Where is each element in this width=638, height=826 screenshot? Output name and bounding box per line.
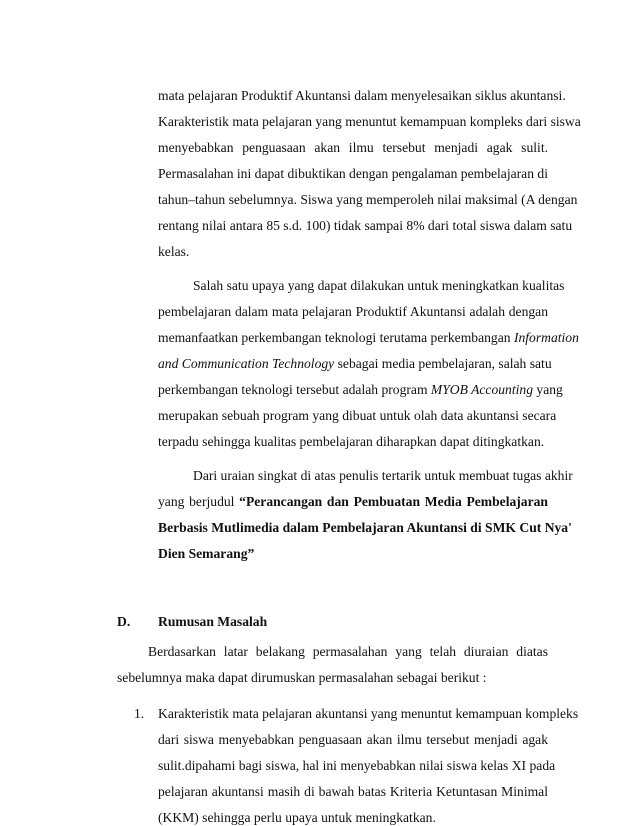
thesis-title: Dien Semarang” (158, 546, 255, 561)
italic-term: and Communication Technology (158, 356, 335, 371)
italic-term: Information (513, 330, 579, 345)
list-number: 1. (134, 706, 145, 721)
body-text-line: pembelajaran dalam mata pelajaran Produktif Akuntansi adalah dengan (158, 304, 548, 319)
body-text-line: Salah satu upaya yang dapat dilakukan untuk meningkatkan kualitas (193, 278, 565, 293)
list-item-line: pelajaran akuntansi masih di bawah batas Kriteria Ketuntasan Minimal (158, 784, 548, 799)
list-item-line: dari siswa menyebabkan penguasaan akan ilmu tersebut menjadi agak (158, 732, 548, 747)
list-item-line: Karakteristik mata pelajaran akuntansi yang menuntut kemampuan kompleks (158, 706, 579, 721)
body-text-line: Berdasarkan latar belakang permasalahan yang telah diuraian diatas (148, 644, 548, 659)
body-text-line: mata pelajaran Produktif Akuntansi dalam menyelesaikan siklus akuntansi. (158, 88, 566, 103)
thesis-title: “Perancangan dan Pembuatan Media Pembelajaran (239, 494, 548, 509)
section-letter: D. (117, 614, 131, 629)
text-segment: sebagai media pembelajaran, salah satu (337, 356, 552, 371)
section-heading: Rumusan Masalah (158, 614, 268, 629)
text-segment: memanfaatkan perkembangan teknologi terutama perkembangan (158, 330, 511, 345)
body-text-line: Permasalahan ini dapat dibuktikan dengan pengalaman pembelajaran di (158, 166, 548, 181)
body-text-line: terpadu sehingga kualitas pembelajaran diharapkan dapat ditingkatkan. (158, 434, 545, 449)
list-item-line: sulit.dipahami bagi siswa, hal ini menyebabkan nilai siswa kelas XI pada (158, 758, 556, 773)
italic-term: MYOB Accounting (430, 382, 533, 397)
body-text-line: Dari uraian singkat di atas penulis tertarik untuk membuat tugas akhir (193, 468, 573, 483)
body-text-line: rentang nilai antara 85 s.d. 100) tidak sampai 8% dari total siswa dalam satu (158, 218, 573, 233)
text-segment: yang berjudul (158, 494, 235, 509)
body-text-line: tahun–tahun sebelumnya. Siswa yang memperoleh nilai maksimal (A dengan (158, 192, 578, 207)
body-text-line (158, 382, 563, 398)
body-text-line: Karakteristik mata pelajaran yang menuntut kemampuan kompleks dari siswa (158, 114, 581, 129)
text-segment: perkembangan teknologi tersebut adalah program (158, 382, 428, 397)
thesis-title: Berbasis Mutlimedia dalam Pembelajaran Akuntansi di SMK Cut Nya' (158, 520, 572, 535)
body-text-line: menyebabkan penguasaan akan ilmu tersebut menjadi agak sulit. (158, 140, 548, 155)
body-text-line: kelas. (158, 244, 190, 259)
body-text-line (158, 356, 552, 372)
text-segment: yang (536, 382, 563, 397)
body-text-line (158, 494, 548, 510)
body-text-line (158, 330, 579, 346)
list-item-line: (KKM) sehingga perlu upaya untuk meningkatkan. (158, 810, 436, 825)
body-text-line: sebelumnya maka dapat dirumuskan permasalahan sebagai berikut : (117, 670, 487, 685)
body-text-line: merupakan sebuah program yang dibuat untuk olah data akuntansi secara (158, 408, 557, 423)
